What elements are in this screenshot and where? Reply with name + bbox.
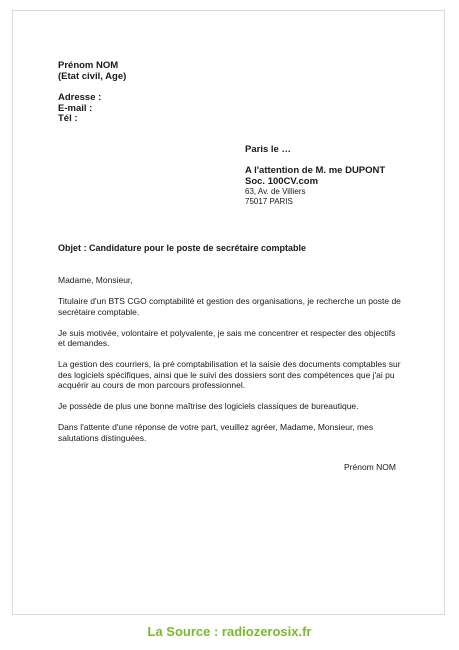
body-paragraph: La gestion des courriers, la pré comptabilisation et la saisie des documents comptables sur des logiciels spécifiques, ainsi que le suivi des dossiers sont des compétences que j'ai pu acquérir au cours de mon parcours professionnel. [58, 359, 401, 390]
body-paragraph: Titulaire d'un BTS CGO comptabilité et gestion des organisations, je recherche un poste de secrétaire comptable. [58, 296, 401, 317]
sender-contact-block [58, 93, 101, 125]
recipient-city: 75017 PARIS [245, 196, 293, 206]
letter-subject: Objet : Candidature pour le poste de secrétaire comptable [58, 243, 307, 253]
sender-address-label: Adresse : [58, 92, 102, 103]
sender-email-label: E-mail : [58, 102, 93, 114]
letter-body [58, 275, 403, 454]
sender-civil-status: (Etat civil, Age) [58, 71, 127, 82]
sender-name: Prénom NOM [58, 60, 119, 71]
recipient-company: Soc. 100CV.com [245, 175, 319, 187]
recipient-block [245, 166, 385, 206]
recipient-attention: A l'attention de M. me DUPONT [245, 165, 386, 176]
source-caption: La Source : radiozerosix.fr [147, 624, 312, 639]
sender-phone-label: Tél : [58, 113, 78, 124]
recipient-street: 63, Av. de Villiers [245, 187, 306, 196]
salutation: Madame, Monsieur, [58, 275, 133, 285]
body-paragraph: Je suis motivée, volontaire et polyvalente, je sais me concentrer et respecter des objectifs et demandes. [58, 327, 396, 348]
body-paragraph: Je possède de plus une bonne maîtrise des logiciels classiques de bureautique. [58, 401, 359, 411]
body-paragraph: Dans l'attente d'une réponse de votre part, veuillez agréer, Madame, Monsieur, mes salutations distinguées. [58, 422, 374, 443]
signature: Prénom NOM [344, 462, 396, 472]
place-date: Paris le … [245, 144, 291, 155]
